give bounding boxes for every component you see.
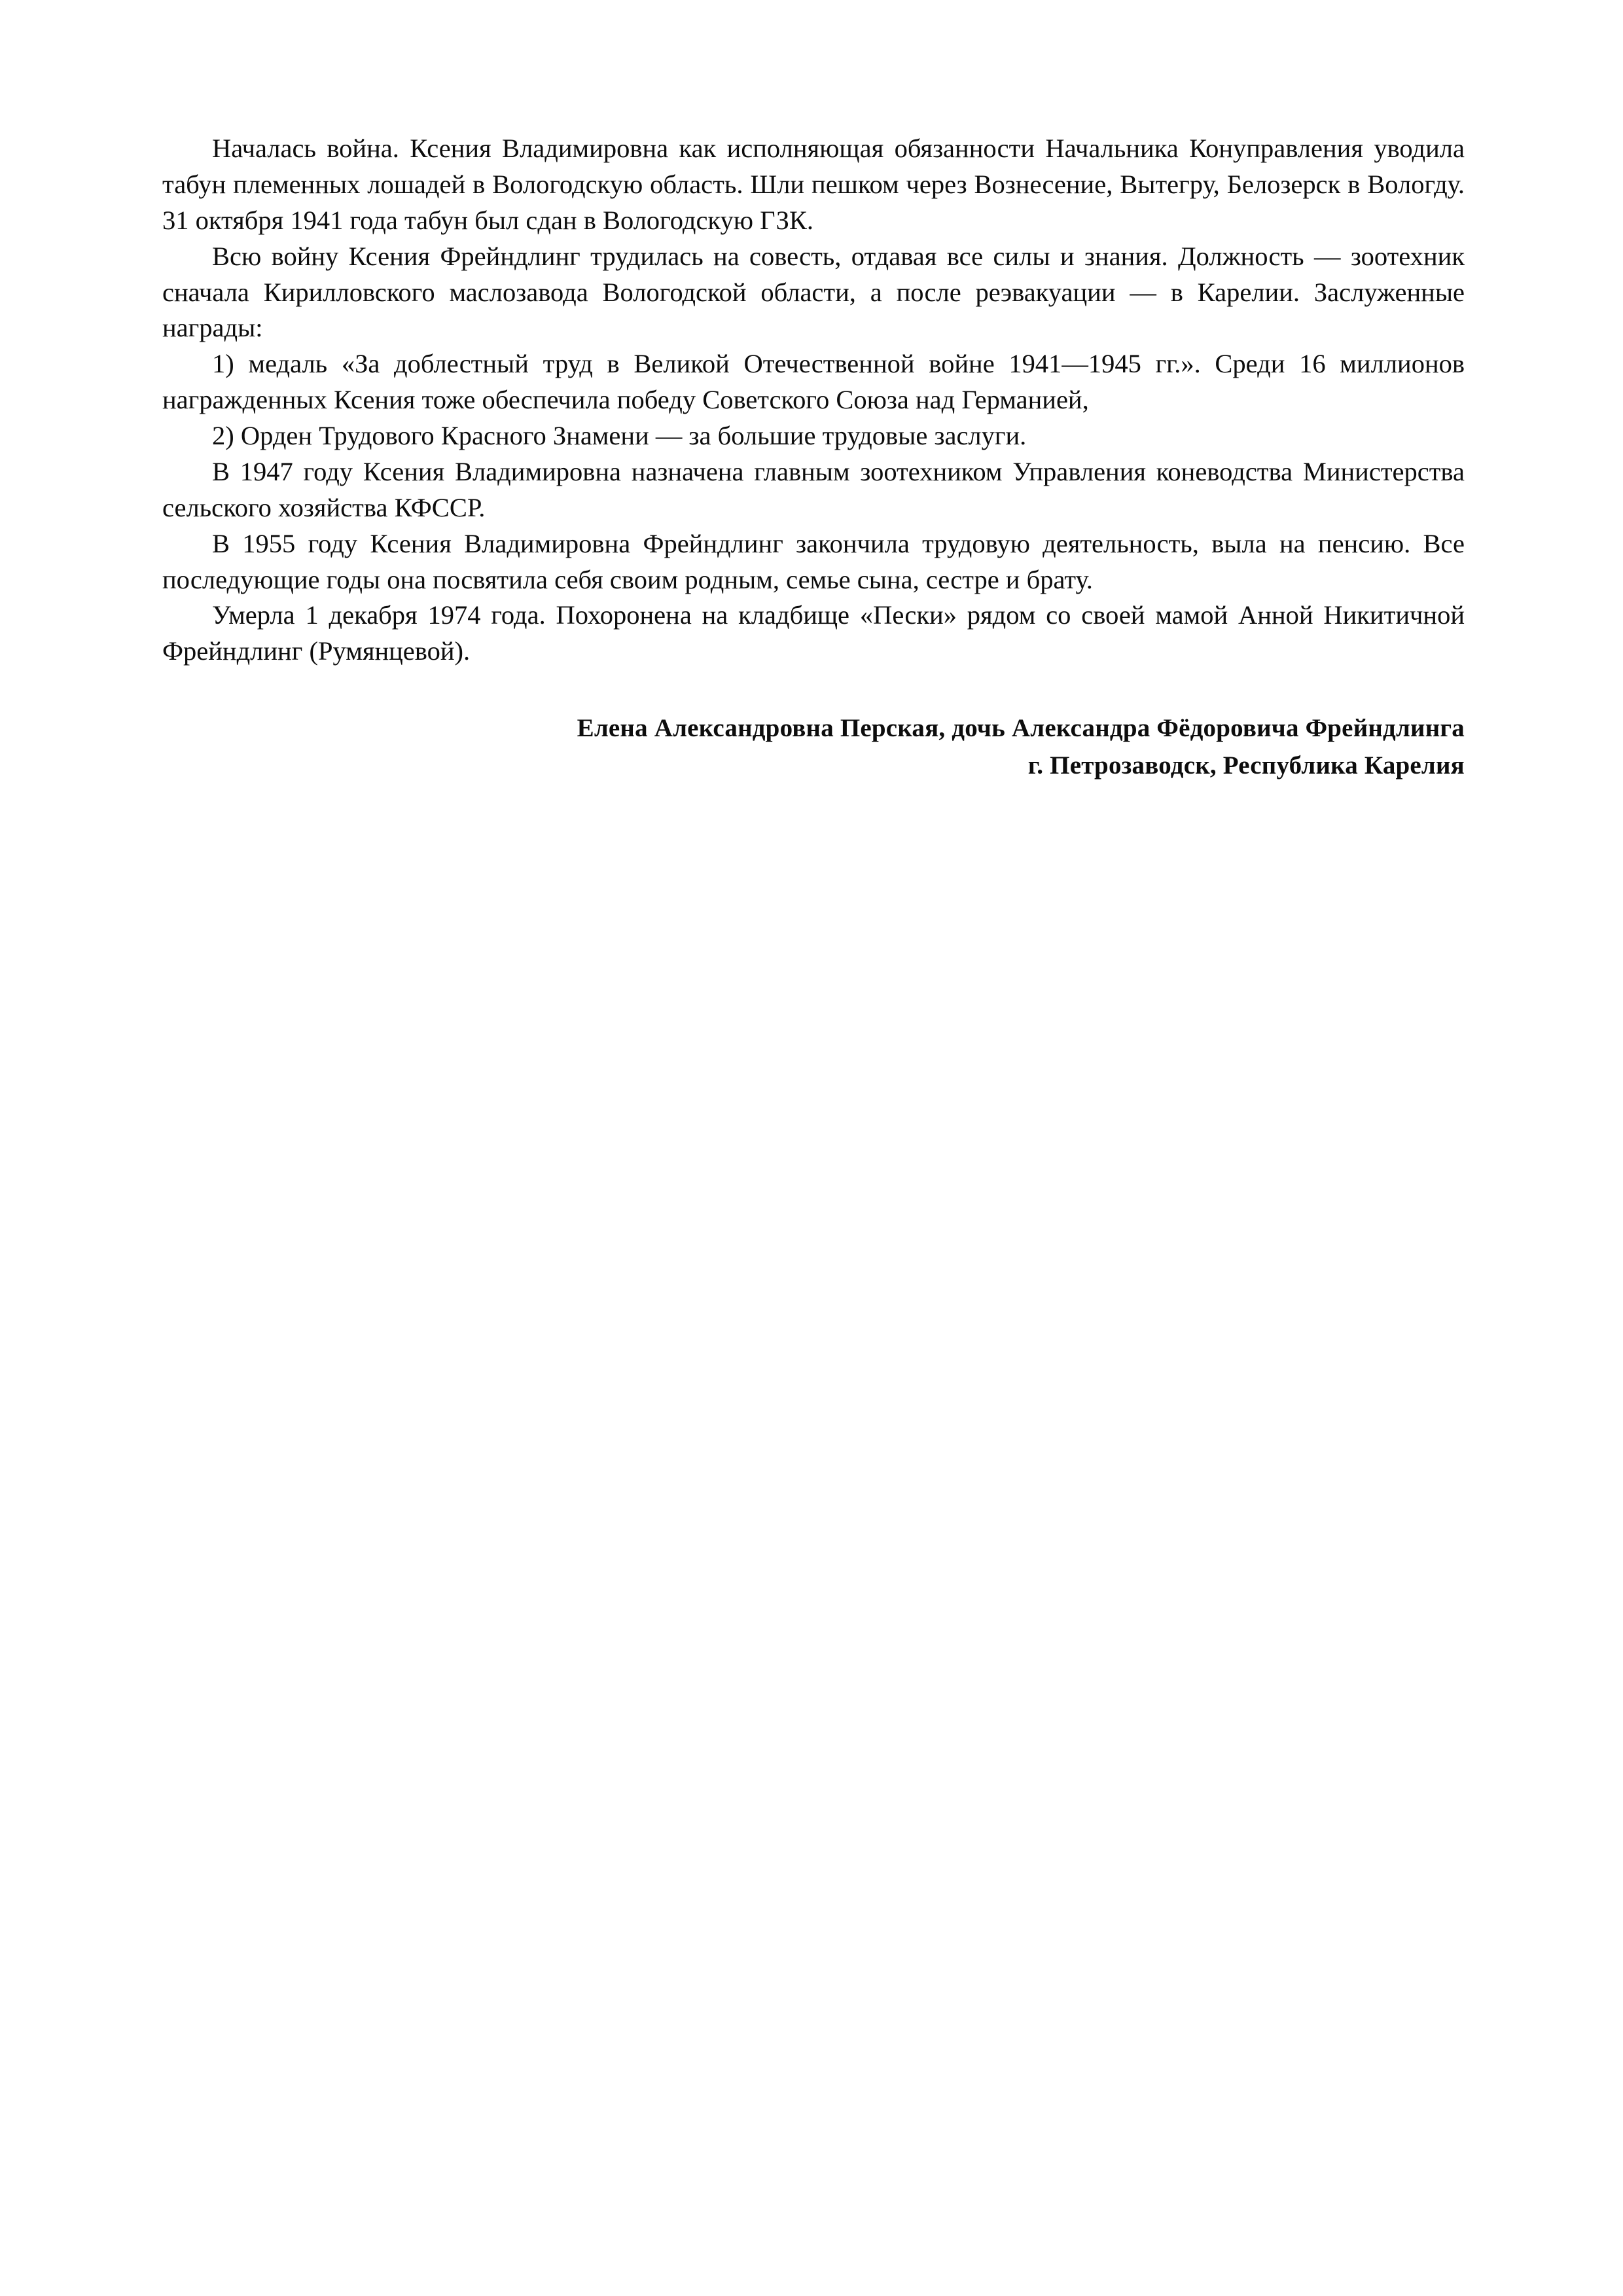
paragraph-award-medal: 1) медаль «За доблестный труд в Великой Отечественной войне 1941—1945 гг.». Среди 16 миллионов награжденных Ксения тоже обеспечила победу Советского Союза над Германией,: [162, 349, 1465, 415]
paragraph-wartime-work: Всю войну Ксения Фрейндлинг трудилась на совесть, отдавая все силы и знания. Должность — зоотехник сначала Кирилловского маслозавода Вологодской области, а после реэвакуации — в Карелии. Заслуженные награды:: [162, 241, 1465, 343]
paragraph-death: Умерла 1 декабря 1974 года. Похоронена на кладбище «Пески» рядом со своей мамой Анной Никитичной Фрейндлинг (Румянцевой).: [162, 600, 1465, 666]
signature-block: [162, 710, 1465, 784]
signature-author: Елена Александровна Перская, дочь Александра Фёдоровича Фрейндлинга: [577, 714, 1465, 743]
paragraph-award-order: 2) Орден Трудового Красного Знамени — за большие трудовые заслуги.: [212, 421, 1027, 450]
paragraph-1955-retirement: В 1955 году Ксения Владимировна Фрейндлинг закончила трудовую деятельность, выла на пенсию. Все последующие годы она посвятила себя своим родным, семье сына, сестре и брату.: [162, 528, 1465, 594]
paragraph-war-began: Началась война. Ксения Владимировна как исполняющая обязанности Начальника Конуправления уводила табун племенных лошадей в Вологодскую область. Шли пешком через Вознесение, Вытегру, Белозерск в Вологду. 31 октября 1941 года табун был сдан в Вологодскую ГЗК.: [162, 134, 1465, 235]
paragraph-1947-appointment: В 1947 году Ксения Владимировна назначена главным зоотехником Управления коневодства Министерства сельского хозяйства КФССР.: [162, 456, 1465, 522]
document-body: [162, 131, 1465, 784]
signature-location: г. Петрозаводск, Республика Карелия: [1027, 751, 1465, 780]
